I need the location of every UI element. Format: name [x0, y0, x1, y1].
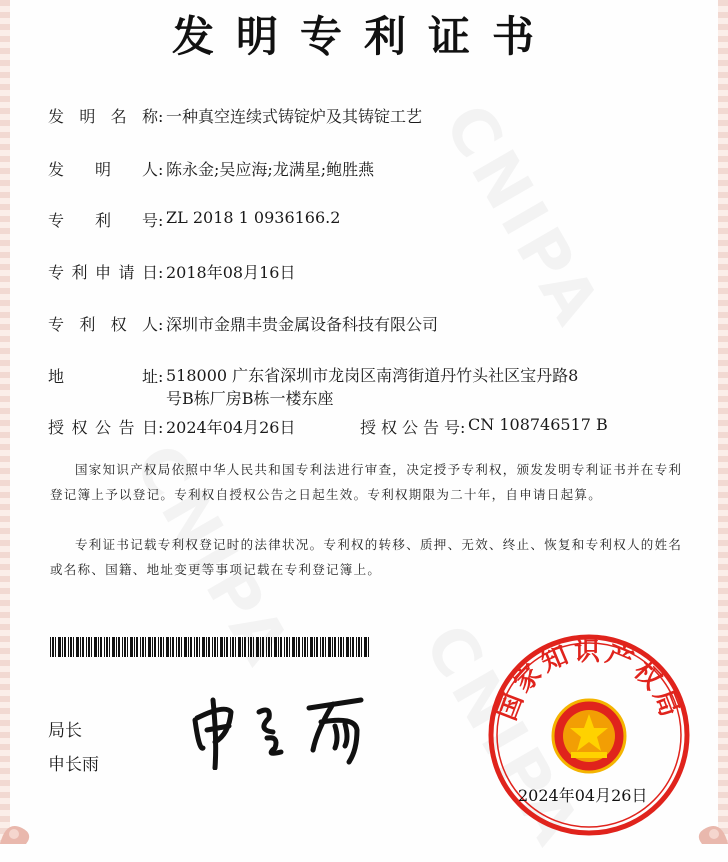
barcode-bar — [302, 637, 303, 657]
barcode-bar — [112, 637, 115, 657]
barcode-bar — [304, 637, 306, 657]
decorative-border-right — [718, 0, 728, 844]
barcode-bar — [55, 637, 56, 657]
barcode-bar — [124, 637, 126, 657]
barcode-bar — [178, 637, 180, 657]
barcode-bar — [142, 637, 144, 657]
field-value: 2024年04月26日 — [166, 418, 296, 437]
barcode-bar — [242, 637, 243, 657]
barcode-bar — [202, 637, 205, 657]
watermark — [429, 92, 616, 341]
field-value: CN 108746517 B — [468, 415, 608, 434]
barcode-bar — [152, 637, 153, 657]
barcode-bar — [250, 637, 252, 657]
barcode-bar — [94, 637, 97, 657]
barcode-bar — [268, 637, 270, 657]
barcode-bar — [73, 637, 74, 657]
field-value: ZL 2018 1 0936166.2 — [166, 208, 341, 227]
field-label: 地 址 — [48, 367, 158, 386]
field-label: 发 明 人 — [48, 160, 158, 179]
barcode-bar — [217, 637, 218, 657]
barcode-bar — [334, 637, 336, 657]
barcode-bar — [278, 637, 279, 657]
barcode-bar — [62, 637, 63, 657]
national-emblem-icon — [553, 700, 625, 772]
barcode-bar — [230, 637, 231, 657]
official-seal — [486, 632, 692, 838]
statement-paragraph-2: 专利证书记载专利权登记时的法律状况。专利权的转移、质押、无效、终止、恢复和专利权人的姓名或名称、国籍、地址变更等事项记载在专利登记簿上。 — [50, 537, 683, 577]
field-value: 陈永金;吴应海;龙满星;鲍胜燕 — [166, 160, 375, 179]
barcode-bar — [122, 637, 123, 657]
barcode-bar — [109, 637, 110, 657]
barcode-bar — [322, 637, 324, 657]
barcode-bar — [298, 637, 300, 657]
barcode-bar — [172, 637, 174, 657]
barcode-bar — [343, 637, 344, 657]
barcode-bar — [154, 637, 156, 657]
field-patent-no: 专 利 号: ZL 2018 1 0936166.2 — [48, 208, 341, 230]
barcode-bar — [248, 637, 249, 657]
field-label: 专 利 号 — [48, 211, 158, 230]
barcode-bar — [160, 637, 162, 657]
field-value: 深圳市金鼎丰贵金属设备科技有限公司 — [166, 315, 439, 334]
field-label: 授权公告号 — [360, 418, 460, 437]
barcode-bar — [98, 637, 99, 657]
barcode-bar — [364, 637, 367, 657]
barcode-bar — [80, 637, 81, 657]
barcode-bar — [206, 637, 207, 657]
signatory-name: 申长雨 — [48, 755, 99, 775]
barcode-bar — [289, 637, 290, 657]
barcode-bar — [50, 637, 51, 657]
barcode-bar — [170, 637, 171, 657]
barcode-bar — [320, 637, 321, 657]
barcode-bar — [361, 637, 362, 657]
barcode-bar — [350, 637, 351, 657]
field-invention-name: 发 明 名 称: 一种真空连续式铸锭炉及其铸锭工艺 — [48, 104, 422, 127]
barcode-bar — [194, 637, 195, 657]
handwritten-signature — [185, 690, 375, 770]
barcode-bar — [352, 637, 354, 657]
barcode-bar — [145, 637, 146, 657]
field-address: 地 址: 518000 广东省深圳市龙岗区南湾街道丹竹头社区宝丹路8号B栋厂房B栋一楼东座 — [48, 364, 586, 410]
barcode — [50, 637, 376, 657]
field-value: 2018年08月16日 — [166, 263, 296, 282]
barcode-bar — [260, 637, 261, 657]
field-value: 518000 广东省深圳市龙岗区南湾街道丹竹头社区宝丹路8号B栋厂房B栋一楼东座 — [166, 366, 579, 408]
corner-ornament-left — [0, 800, 44, 844]
barcode-bar — [328, 637, 331, 657]
barcode-bar — [356, 637, 357, 657]
certificate-title: 发明专利证书 — [171, 12, 556, 61]
barcode-bar — [292, 637, 295, 657]
barcode-bar — [325, 637, 326, 657]
barcode-bar — [310, 637, 313, 657]
barcode-bar — [271, 637, 272, 657]
barcode-bar — [340, 637, 342, 657]
barcode-bar — [220, 637, 223, 657]
field-grant-no: 授权公告号: CN 108746517 B — [360, 415, 608, 437]
field-patentee: 专 利 权 人: 深圳市金鼎丰贵金属设备科技有限公司 — [48, 312, 438, 335]
barcode-bar — [224, 637, 225, 657]
barcode-bar — [266, 637, 267, 657]
barcode-bar — [106, 637, 108, 657]
field-inventors: 发 明 人: 陈永金;吴应海;龙满星;鲍胜燕 — [48, 157, 374, 180]
barcode-bar — [158, 637, 159, 657]
barcode-bar — [176, 637, 177, 657]
barcode-bar — [212, 637, 213, 657]
field-label: 发 明 名 称 — [48, 107, 158, 126]
barcode-bar — [104, 637, 105, 657]
barcode-bar — [166, 637, 169, 657]
barcode-bar — [307, 637, 308, 657]
field-value: 一种真空连续式铸锭炉及其铸锭工艺 — [166, 107, 423, 126]
barcode-bar — [136, 637, 138, 657]
barcode-bar — [208, 637, 210, 657]
barcode-bar — [76, 637, 79, 657]
barcode-bar — [316, 637, 318, 657]
statement-paragraph-1: 国家知识产权局依照中华人民共和国专利法进行审查，决定授予专利权，颁发发明专利证书并在专利登记簿上予以登记。专利权自授权公告之日起生效。专利权期限为二十年，自申请日起算。 — [50, 462, 683, 502]
barcode-bar — [118, 637, 120, 657]
barcode-bar — [338, 637, 339, 657]
barcode-bar — [64, 637, 66, 657]
barcode-bar — [226, 637, 228, 657]
barcode-bar — [199, 637, 200, 657]
barcode-bar — [140, 637, 141, 657]
barcode-bar — [286, 637, 288, 657]
barcode-bar — [91, 637, 92, 657]
barcode-bar — [134, 637, 135, 657]
barcode-bar — [346, 637, 349, 657]
barcode-bar — [274, 637, 277, 657]
barcode-bar — [235, 637, 236, 657]
barcode-bar — [58, 637, 61, 657]
barcode-bar — [127, 637, 128, 657]
field-grant-date: 授权公告日: 2024年04月26日 — [48, 415, 295, 438]
barcode-bar — [88, 637, 90, 657]
barcode-bar — [86, 637, 87, 657]
barcode-bar — [184, 637, 187, 657]
barcode-bar — [358, 637, 360, 657]
barcode-bar — [284, 637, 285, 657]
barcode-bar — [190, 637, 192, 657]
barcode-bar — [332, 637, 333, 657]
barcode-bar — [163, 637, 164, 657]
seal-text: 国家知识产权局 — [492, 637, 686, 725]
barcode-bar — [296, 637, 297, 657]
signatory-title: 局长 — [48, 721, 82, 741]
barcode-bar — [238, 637, 241, 657]
barcode-bar — [188, 637, 189, 657]
barcode-bar — [256, 637, 259, 657]
barcode-bar — [181, 637, 182, 657]
barcode-bar — [148, 637, 151, 657]
barcode-bar — [262, 637, 264, 657]
barcode-bar — [253, 637, 254, 657]
field-label: 专 利 权 人 — [48, 315, 158, 334]
field-filing-date: 专利申请日: 2018年08月16日 — [48, 260, 295, 283]
decorative-border-left — [0, 0, 10, 844]
barcode-bar — [130, 637, 133, 657]
seal-date: 2024年04月26日 — [518, 786, 648, 805]
barcode-bar — [314, 637, 315, 657]
barcode-bar — [100, 637, 102, 657]
barcode-bar — [280, 637, 282, 657]
field-label: 专利申请日 — [48, 263, 158, 282]
barcode-bar — [232, 637, 234, 657]
barcode-bar — [244, 637, 246, 657]
barcode-bar — [52, 637, 54, 657]
barcode-bar — [70, 637, 72, 657]
barcode-bar — [214, 637, 216, 657]
barcode-bar — [82, 637, 84, 657]
barcode-bar — [196, 637, 198, 657]
barcode-bar — [68, 637, 69, 657]
barcode-bar — [368, 637, 369, 657]
barcode-bar — [116, 637, 117, 657]
field-label: 授权公告日 — [48, 418, 158, 437]
